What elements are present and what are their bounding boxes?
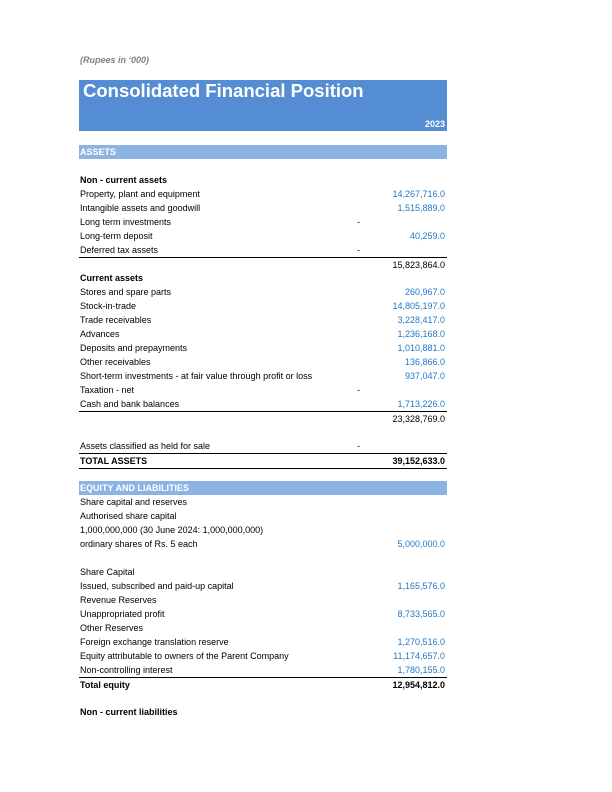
table-row (79, 635, 447, 649)
row-label: Share capital and reserves (80, 497, 188, 507)
row-value: 23,328,769.0 (392, 414, 445, 424)
row-value: 1,010,881.0 (397, 343, 445, 353)
row-label: Issued, subscribed and paid-up capital (80, 581, 234, 591)
table-row (79, 495, 447, 509)
table-row (79, 579, 447, 593)
row-dash: - (357, 441, 360, 451)
row-label: Intangible assets and goodwill (80, 203, 201, 213)
table-row (79, 215, 447, 229)
title-banner (79, 80, 447, 131)
row-label: Long-term deposit (80, 231, 153, 241)
year-column-header: 2023 (424, 119, 445, 129)
row-label: TOTAL ASSETS (80, 456, 148, 466)
row-value: 5,000,000.0 (397, 539, 445, 549)
table-row (79, 425, 447, 439)
row-label: Taxation - net (80, 385, 135, 395)
row-label: ASSETS (80, 147, 117, 157)
row-label: Deferred tax assets (80, 245, 159, 255)
table-row (79, 621, 447, 635)
row-label: Other receivables (80, 357, 151, 367)
row-label: Non-controlling interest (80, 665, 173, 675)
row-value: 937,047.0 (404, 371, 445, 381)
table-row (79, 551, 447, 565)
table-row (79, 327, 447, 341)
table-row (79, 299, 447, 313)
row-label: Advances (80, 329, 120, 339)
table-row (79, 565, 447, 579)
table-row (79, 313, 447, 327)
section-header (79, 481, 447, 495)
row-dash: - (357, 385, 360, 395)
row-label: Share Capital (80, 567, 135, 577)
table-row (79, 257, 447, 272)
table-row (79, 369, 447, 383)
table-row (79, 355, 447, 369)
table-row (79, 677, 447, 692)
row-value: 1,780,155.0 (397, 665, 445, 675)
row-label: Assets classified as held for sale (80, 441, 211, 451)
row-value: 1,270,516.0 (397, 637, 445, 647)
row-value: 15,823,864.0 (392, 260, 445, 270)
row-dash: - (357, 245, 360, 255)
table-row (79, 593, 447, 607)
table-row (79, 285, 447, 299)
row-label: Unappropriated profit (80, 609, 165, 619)
row-value: 1,165,576.0 (397, 581, 445, 591)
row-label: EQUITY AND LIABILITIES (80, 483, 190, 493)
row-dash: - (357, 217, 360, 227)
table-row (79, 383, 447, 397)
row-label: Deposits and prepayments (80, 343, 188, 353)
row-label: Short-term investments - at fair value through profit or loss (80, 371, 313, 381)
row-label: Trade receivables (80, 315, 152, 325)
row-label: Non - current assets (80, 175, 168, 185)
row-value: 260,967.0 (404, 287, 445, 297)
row-label: Total equity (80, 680, 130, 690)
row-label: Non - current liabilities (80, 707, 178, 717)
table-row (79, 649, 447, 663)
table-row (79, 467, 447, 481)
table-row (79, 397, 447, 411)
row-label: Stock-in-trade (80, 301, 137, 311)
row-value: 40,259.0 (409, 231, 445, 241)
table-row (79, 439, 447, 453)
table-row (79, 159, 447, 173)
row-label: Long term investments (80, 217, 172, 227)
page-title: Consolidated Financial Position (83, 80, 364, 101)
table-row (79, 201, 447, 215)
table-row (79, 229, 447, 243)
table-row (79, 509, 447, 523)
row-label: Other Reserves (80, 623, 144, 633)
units-note: (Rupees in ‘000) (80, 55, 150, 65)
row-label: Current assets (80, 273, 144, 283)
row-label: Cash and bank balances (80, 399, 180, 409)
row-value: 14,267,716.0 (392, 189, 445, 199)
table-row (79, 243, 447, 257)
row-label: ordinary shares of Rs. 5 each (80, 539, 198, 549)
row-label: Equity attributable to owners of the Parent Company (80, 651, 289, 661)
table-row (79, 663, 447, 677)
row-value: 14,805,197.0 (392, 301, 445, 311)
table-row (79, 691, 447, 705)
row-label: Foreign exchange translation reserve (80, 637, 229, 647)
row-value: 1,515,889.0 (397, 203, 445, 213)
table-row (79, 187, 447, 201)
table-row (79, 537, 447, 551)
row-value: 136,866.0 (404, 357, 445, 367)
row-value: 8,733,565.0 (397, 609, 445, 619)
row-label: Stores and spare parts (80, 287, 172, 297)
table-row (79, 173, 447, 187)
table-row (79, 411, 447, 426)
row-label: Revenue Reserves (80, 595, 157, 605)
table-row (79, 705, 447, 719)
row-label: 1,000,000,000 (30 June 2024: 1,000,000,000) (80, 525, 264, 535)
table-row (79, 271, 447, 285)
row-value: 12,954,812.0 (392, 680, 445, 690)
row-label: Property, plant and equipment (80, 189, 200, 199)
row-label: Authorised share capital (80, 511, 177, 521)
section-header (79, 145, 447, 159)
row-value: 3,228,417.0 (397, 315, 445, 325)
table-row (79, 523, 447, 537)
row-value: 1,236,168.0 (397, 329, 445, 339)
row-value: 1,713,226.0 (397, 399, 445, 409)
table-row (79, 607, 447, 621)
table-row (79, 341, 447, 355)
row-value: 39,152,633.0 (392, 456, 445, 466)
row-value: 11,174,657.0 (393, 651, 445, 661)
